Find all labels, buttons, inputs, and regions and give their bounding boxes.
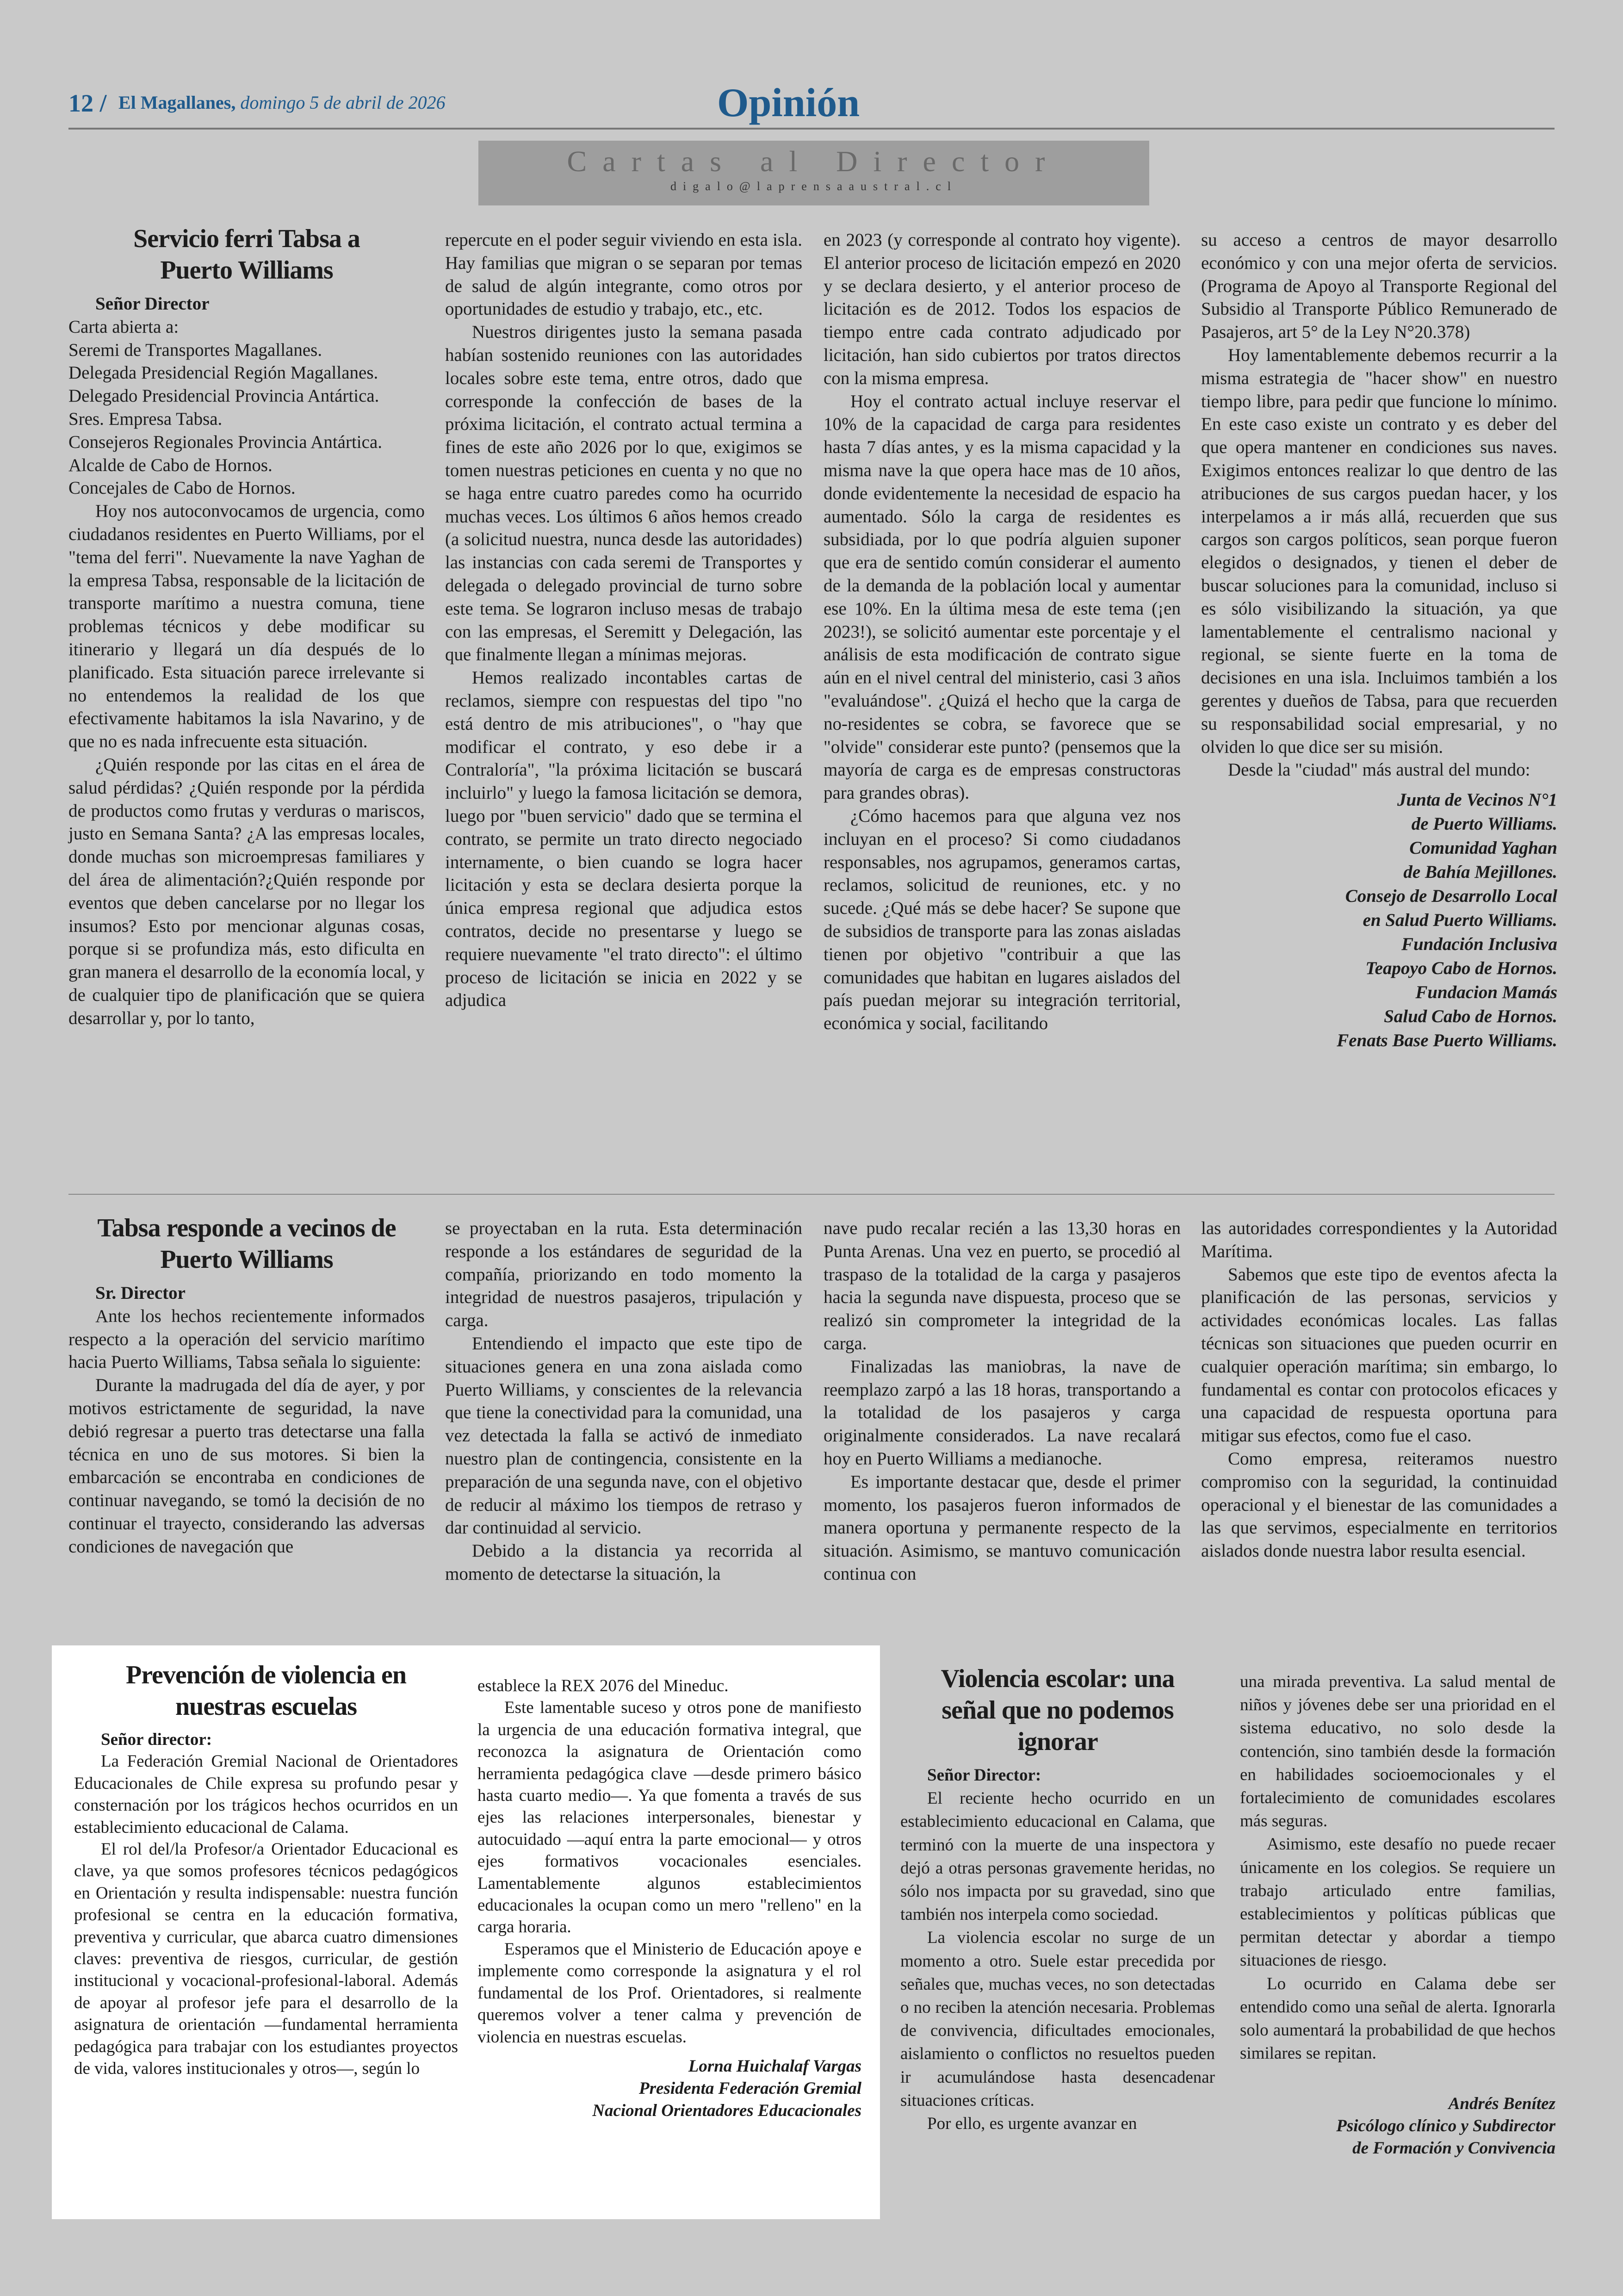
paragraph: Este lamentable suceso y otros pone de manifiesto la urgencia de una educación formativa integral, que reconozca la asignatura de Orientación como herramienta pedagógica clave —desde primero básico hasta cuarto medio—. Ya que fomenta a través de sus ejes las relaciones interpersonales, bienestar y autocuidado —aquí entra la parte emocional— y otros ejes formativos vocacionales esenciales. Lamentablemente algunos establecimientos educacionales la ocupan como un mero "relleno" en la carga horaria. bbox=[477, 1698, 861, 1937]
letter1-col3 bbox=[824, 229, 1181, 1035]
letter4-col2 bbox=[1240, 1670, 1555, 2159]
paragraph: su acceso a centros de mayor desarrollo económico y con una mejor oferta de servicios.(Programa de Apoyo al Transporte Regional del Subsidio al Transporte Público Remunerado de Pasajeros, art 5° de la Ley N°20.378) bbox=[1201, 230, 1557, 342]
paragraph: La violencia escolar no surge de un momento a otro. Suele estar precedida por señales que, muchas veces, no son detectadas o no reciben la atención necesaria. Problemas de convivencia, dificultades emocionales, aislamiento o conflictos no resueltos pueden ir acumulándose hasta desencadenar situaciones críticas. bbox=[900, 1928, 1215, 2110]
signature-line: en Salud Puerto Williams. bbox=[1363, 910, 1557, 931]
signature-line: Andrés Benítez bbox=[1448, 2094, 1555, 2114]
letter2-col3 bbox=[824, 1217, 1181, 1586]
paragraph: Asimismo, este desafío no puede recaer únicamente en los colegios. Se requiere un trabajo articulado entre familias, establecimientos y políticas públicas que permitan detectar y abordar a tiempo situaciones de riesgo. bbox=[1240, 1835, 1555, 1970]
paragraph: se proyectaban en la ruta. Esta determinación responde a los estándares de seguridad de la compañía, priorizando en todo momento la integridad de nuestros pasajeros, tripulación y carga. bbox=[445, 1218, 802, 1331]
paragraph: Desde la "ciudad" más austral del mundo: bbox=[1228, 760, 1530, 780]
signature-line: Nacional Orientadores Educacionales bbox=[592, 2101, 861, 2120]
paragraph: Hoy nos autoconvocamos de urgencia, como ciudadanos residentes en Puerto Williams, por el "tema del ferri". Nuevamente la nave Yaghan de la empresa Tabsa, responsable de la licitación de transporte marítimo a nuestra comuna, tiene problemas técnicos y debe modificar su itinerario y llegará un día después de lo planificado. Esta situación parece irrelevante si no entendemos la realidad de los que efectivamente habitamos la isla Navarino, y de que no es nada infrecuente esta situación. bbox=[68, 501, 425, 752]
letter2-salutation: Sr. Director bbox=[95, 1283, 186, 1303]
issue-date: domingo 5 de abril de 2026 bbox=[240, 92, 446, 113]
paper-masthead bbox=[118, 92, 446, 113]
letter4-col1 bbox=[900, 1663, 1215, 2135]
paragraph: nave pudo recalar recién a las 13,30 horas en Punta Arenas. Una vez en puerto, se procedió al traspaso de la totalidad de la carga y pasajeros hacia la segunda nave dispuesta, proceso que se realizó sin comprometer la integridad de la carga. bbox=[824, 1218, 1181, 1353]
letter2-col1 bbox=[68, 1212, 425, 1558]
signature-line: Fundacion Mamás bbox=[1415, 982, 1557, 1003]
paragraph: Ante los hechos recientemente informados respecto a la operación del servicio marítimo hacia Puerto Williams, Tabsa señala lo siguiente: bbox=[68, 1306, 425, 1372]
cartas-banner bbox=[478, 141, 1149, 205]
paragraph: Lo ocurrido en Calama debe ser entendido como una señal de alerta. Ignorarla solo aumentará la probabilidad de que hechos similares se repitan. bbox=[1240, 1974, 1555, 2063]
paragraph: Es importante destacar que, desde el primer momento, los pasajeros fueron informados de manera oportuna y permanente respecto de la situación. Asimismo, se mantuvo comunicación continua con bbox=[824, 1471, 1181, 1584]
paragraph: Nuestros dirigentes justo la semana pasada habían sostenido reuniones con las autoridades locales sobre este tema, entre otros, dado que corresponde la confección de bases de la próxima licitación, el contrato actual termina a fines de este año 2026 por lo que, exigimos se tomen nuestras peticiones en cuenta y no que no se haga entre cuatro paredes como ha ocurrido muchas veces. Los últimos 6 años hemos creado (a solicitud nuestra, nunca desde las autoridades) las instancias con cada seremi de Transportes y delegada o delegado provincial de turno sobre este tema. Se lograron incluso mesas de trabajo con las empresas, el Seremitt y Delegación, las que finalmente llegan a mínimas mejoras. bbox=[445, 322, 802, 665]
paragraph: Hemos realizado incontables cartas de reclamos, siempre con respuestas del tipo "no está dentro de mis atribuciones", o "hay que modificar el contrato, y eso debe ir a Contraloría", "la próxima licitación se buscará incluirlo" y luego la famosa licitación se demora, luego por "buen servicio" dado que se termina el contrato, se permite un trato directo negociado internamente, o bien cuando se logra hacer licitación y esta se declara desierta porque la única empresa regional que adjudica estos contratos, decide no presentarse y luego se requiere nuevamente "el trato directo": el último proceso de licitación se inicia en 2022 y se adjudica bbox=[445, 668, 802, 1011]
paragraph: Por ello, es urgente avanzar en bbox=[927, 2114, 1137, 2134]
letter4-signatures bbox=[1240, 2093, 1555, 2159]
page-number: 12 / bbox=[68, 89, 107, 117]
signature-line: Comunidad Yaghan bbox=[1409, 838, 1557, 858]
letter3-col2 bbox=[477, 1675, 861, 2122]
paragraph: las autoridades correspondientes y la Autoridad Marítima. bbox=[1201, 1218, 1557, 1261]
paragraph: repercute en el poder seguir viviendo en esta isla. Hay familias que migran o se separan por temas de salud de algún integrante, como otros por oportunidades de estudio y trabajo, etc., etc. bbox=[445, 230, 802, 319]
signature-line: de Formación y Convivencia bbox=[1352, 2139, 1555, 2158]
letter1-signatures bbox=[1201, 788, 1557, 1053]
letter1-title: Servicio ferri Tabsa a Puerto Williams bbox=[133, 224, 360, 285]
letter1-recipients: Carta abierta a: Seremi de Transportes Magallanes. Delegada Presidencial Región Magallanes. Delegado Presidencial Provincia Antártica. Sres. Empresa Tabsa. Consejeros Regionales Provincia Antártica. Alcalde de Cabo de Hornos. Concejales de Cabo de Hornos. bbox=[68, 316, 383, 498]
letter4-salutation: Señor Director: bbox=[927, 1766, 1041, 1785]
letter1-salutation: Señor Director bbox=[95, 294, 210, 314]
cartas-title: Cartas al Director bbox=[567, 145, 1061, 178]
paragraph: Debido a la distancia ya recorrida al momento de detectarse la situación, la bbox=[445, 1541, 802, 1584]
signature-line: Lorna Huichalaf Vargas bbox=[688, 2056, 861, 2076]
paragraph: Entendiendo el impacto que este tipo de situaciones genera en una zona aislada como Puerto Williams, y conscientes de la relevancia que tiene la conectividad para la comunidad, una vez detectada la falla se activó de inmediato nuestro plan de contingencia, consistente en la preparación de una segunda nave, con el objetivo de reducir al máximo los tiempos de retraso y dar continuidad al servicio. bbox=[445, 1333, 802, 1538]
signature-line: Fenats Base Puerto Williams. bbox=[1337, 1030, 1557, 1051]
paragraph: Hoy lamentablemente debemos recurrir a la misma estrategia de "hacer show" en nuestro tiempo libre, para pedir que funcione lo mínimo. En este caso existe un contrato y es deber del que opera mantener en condiciones sus naves. Exigimos entonces realizar lo que dentro de las atribuciones de sus cargos puedan hacer, y los interpelamos a ir más allá, recuerden que sus cargos son cargos políticos, sean porque fueron elegidos o designados, y tienen el deber de buscar soluciones para la comunidad, incluso si es sólo visibilizando la situación, ya que lamentablemente el centralismo nacional y regional, se siente fuerte en la toma de decisiones en una isla. Incluimos también a los gerentes y dueños de Tabsa, para que recuerden su responsabilidad social empresarial, y no olviden lo que dice ser su misión. bbox=[1201, 345, 1557, 757]
paragraph: en 2023 (y corresponde al contrato hoy vigente). El anterior proceso de licitación empezó en 2020 y se declara desierto, y el anterior proceso de licitación es de 2012. Todos los espacios de tiempo entre cada contrato adjudicado por licitación, han sido cubiertos por tratos directos con la misma empresa. bbox=[824, 230, 1181, 388]
signature-line: Presidenta Federación Gremial bbox=[639, 2079, 861, 2098]
paragraph: establece la REX 2076 del Mineduc. bbox=[477, 1676, 729, 1695]
signature-line: Junta de Vecinos N°1 bbox=[1397, 790, 1557, 810]
signature-line: Salud Cabo de Hornos. bbox=[1384, 1006, 1557, 1027]
letter2-title: Tabsa responde a vecinos de Puerto Williams bbox=[97, 1214, 396, 1274]
signature-line: Fundación Inclusiva bbox=[1401, 934, 1557, 955]
paragraph: Sabemos que este tipo de eventos afecta la planificación de las personas, servicios y actividades económicas locales. Las fallas técnicas son situaciones que pueden ocurrir en cualquier operación marítima; sin embargo, lo fundamental es contar con protocolos eficaces y una capacidad de respuesta oportuna para mitigar sus efectos, como fue el caso. bbox=[1201, 1264, 1557, 1446]
paragraph: una mirada preventiva. La salud mental de niños y jóvenes debe ser una prioridad en el sistema educativo, no solo desde la contención, sino también desde la formación en habilidades socioemocionales y el fortalecimiento de comunidades escolares más seguras. bbox=[1240, 1672, 1555, 1831]
header-rule bbox=[68, 128, 1555, 130]
paragraph: ¿Cómo hacemos para que alguna vez nos incluyan en el proceso? Si como ciudadanos responsables, nos agrupamos, generamos cartas, reclamos, solicitud de reuniones, etc. y no sucede. ¿Qué más se debe hacer? Se supone que de subsidios de transporte para las zonas aisladas tienen por objetivo "contribuir a que las comunidades que habitan en lugares aislados del país puedan mejorar su integración territorial, económica y social, facilitando bbox=[824, 806, 1181, 1034]
paragraph: El rol del/la Profesor/a Orientador Educacional es clave, ya que somos profesores técnicos pedagógicos en Orientación y resulta indispensable: nuestra función profesional se centra en la educación formativa, preventiva y curricular, que abarca cuatro dimensiones claves: preventiva de riesgos, curricular, de gestión institucional y vocacional-profesional-laboral. Además de apoyar al profesor jefe para el desarrollo de la asignatura de orientación —fundamental herramienta pedagógica para trabajar con los estudiantes proyectos de vida, valores institucionales y otros—, según lo bbox=[74, 1840, 458, 2079]
signature-line: Teapoyo Cabo de Hornos. bbox=[1365, 958, 1557, 979]
signature-line: de Puerto Williams. bbox=[1411, 814, 1557, 834]
letter1-col4 bbox=[1201, 229, 1557, 1053]
paragraph: Finalizadas las maniobras, la nave de reemplazo zarpó a las 18 horas, transportando a la totalidad de los pasajeros y carga originalmente considerados. La nave recalará hoy en Puerto Williams a medianoche. bbox=[824, 1356, 1181, 1469]
letter2-col2 bbox=[445, 1217, 802, 1586]
paragraph: Como empresa, reiteramos nuestro compromiso con la seguridad, la continuidad operacional y el bienestar de las comunidades a las que servimos, especialmente en territorios aislados donde nuestra labor resulta esencial. bbox=[1201, 1448, 1557, 1561]
signature-line: de Bahía Mejillones. bbox=[1403, 862, 1557, 882]
signature-line: Consejo de Desarrollo Local bbox=[1345, 886, 1557, 906]
section-title: Opinión bbox=[717, 81, 860, 125]
letter3-salutation: Señor director: bbox=[101, 1730, 212, 1749]
paper-name: El Magallanes, bbox=[118, 92, 236, 113]
letter4-title: Violencia escolar: una señal que no podemos ignorar bbox=[941, 1664, 1175, 1756]
paragraph: ¿Quién responde por las citas en el área de salud pérdidas? ¿Quién responde por la pérdida de productos como frutas y verduras o mariscos, justo en Semana Santa? ¿A las empresas locales, donde muchas son microempresas familiares y del área de alimentación?¿Quién responde por eventos que deben cancelarse por no llegar los insumos? Esto por mencionar algunas cosas, porque si se profundiza más, esto dificulta en gran manera el desarrollo de la economía local, y de cualquier tipo de planificación que se quiera desarrollar y, por lo tanto, bbox=[68, 754, 425, 1028]
page-number-text: 12 bbox=[68, 89, 93, 117]
paragraph: Hoy el contrato actual incluye reservar el 10% de la capacidad de carga para residentes hasta 7 días antes, y es la misma capacidad y la misma nave la que opera hace mas de 10 años, donde evidentemente la necesidad de espacio ha aumentado. Sólo la carga de residentes es subsidiada, por lo que podría alguien suponer que era de sentido común considerar el aumento de la demanda de la población local y aumentar ese 10%. En la última mesa de este tema (¡en 2023!), se solicitó aumentar este porcentaje y el análisis de esta modificación de contrato sigue aún en el nivel central del ministerio, casi 3 años "evaluándose". ¿Quizá el hecho que la carga de no-residentes se cobra, se favorece que se "olvide" considerar este punto? (pensemos que la mayoría de carga es de empresas constructoras para grandes obras). bbox=[824, 391, 1181, 803]
paragraph: Durante la madrugada del día de ayer, y por motivos estrictamente de seguridad, la nave debió regresar a puerto tras detectarse una falla técnica en uno de sus motores. Si bien la embarcación se encontraba en condiciones de continuar navegando, se tomó la decisión de no continuar el trayecto, considerando las adversas condiciones de navegación que bbox=[68, 1375, 425, 1557]
letter3-signatures bbox=[477, 2055, 861, 2122]
letter3-title: Prevención de violencia en nuestras escuelas bbox=[126, 1661, 406, 1721]
paragraph: Esperamos que el Ministerio de Educación apoye e implemente como corresponde la asignatura y el rol fundamental de los Prof. Orientadores, si realmente queremos volver a tener calma y prevención de violencia en nuestras escuelas. bbox=[477, 1939, 861, 2047]
letter2-col4 bbox=[1201, 1217, 1557, 1563]
letter3-col1 bbox=[74, 1659, 458, 2080]
signature-line: Psicólogo clínico y Subdirector bbox=[1336, 2116, 1555, 2136]
paragraph: El reciente hecho ocurrido en un establecimiento educacional en Calama, que terminó con la muerte de una inspectora y dejó a otras personas gravemente heridas, no sólo nos impacta por su gravedad, sino que también nos interpela como sociedad. bbox=[900, 1789, 1215, 1924]
letter1-col1 bbox=[68, 223, 425, 1030]
paragraph: La Federación Gremial Nacional de Orientadores Educacionales de Chile expresa su profundo pesar y consternación por los trágicos hechos ocurridos en un establecimiento educacional de Calama. bbox=[74, 1752, 458, 1837]
section-divider bbox=[68, 1194, 1555, 1195]
letter1-col2 bbox=[445, 229, 802, 1012]
cartas-email: digalo@laprensaaustral.cl bbox=[670, 180, 958, 193]
